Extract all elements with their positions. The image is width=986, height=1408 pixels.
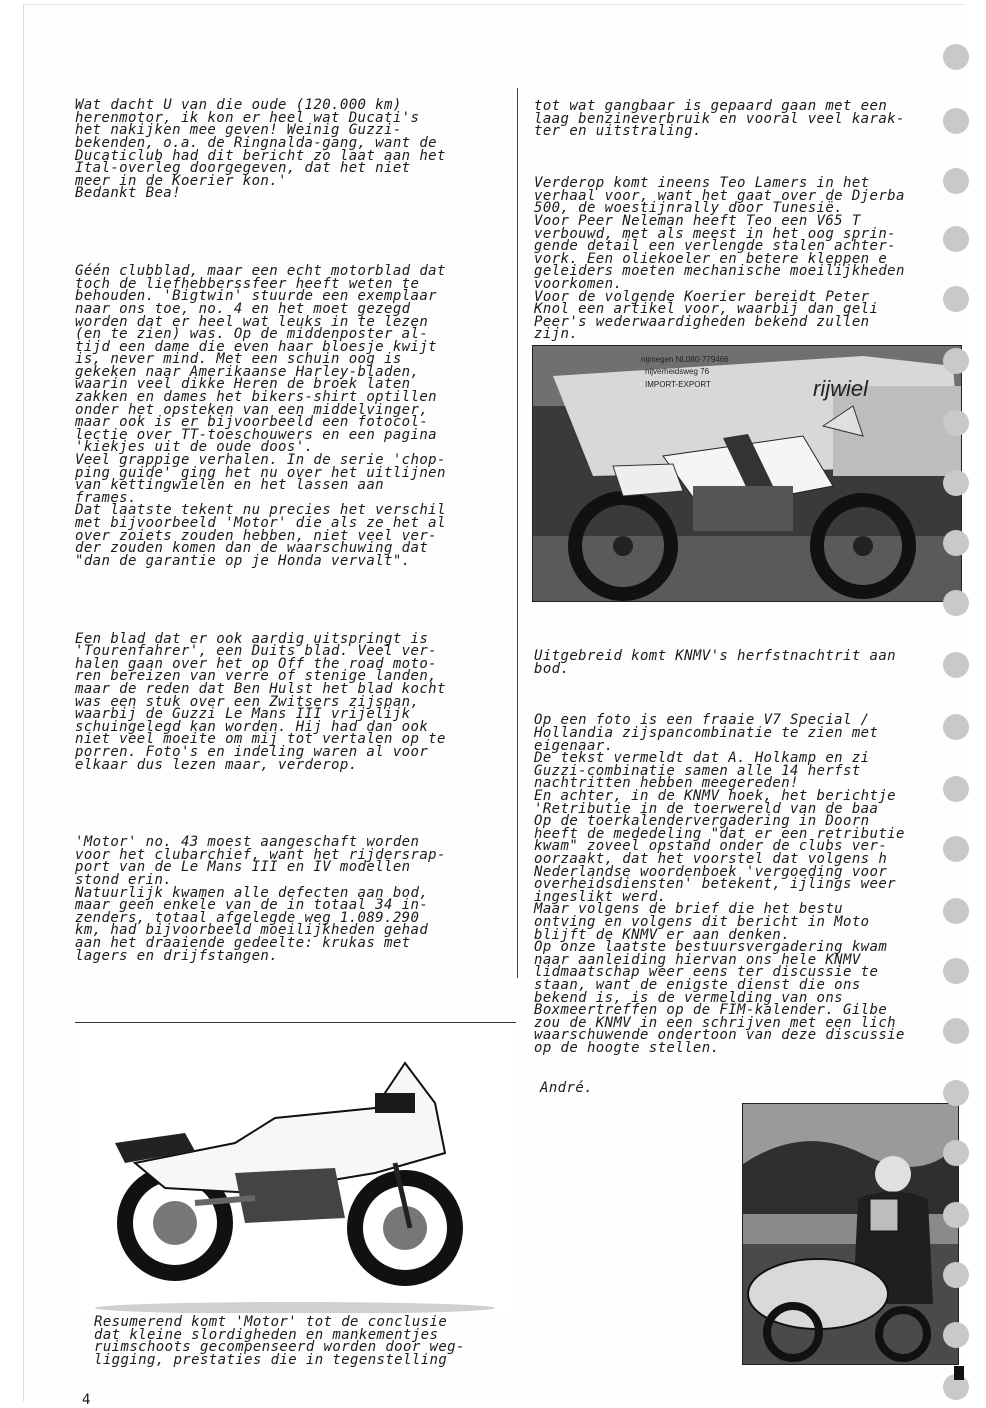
left-paragraph-4: 'Motor' no. 43 moest aangeschaft worden voor het clubarchief, want het rijdersrap- port van de Le Mans III en IV modellen stond erin. Natuurlijk kwamen alle defecten aan bod, maar geen enkele van de in totaal 34 in- zenders, totaal afgelegde weg 1.089.290 km, had bijvoorbeeld moeilijkheden gehad aan het draaiende gedeelte: krukas met lagers en drijfstangen. [75,834,446,964]
binder-hole [943,776,969,802]
binder-hole [943,470,969,496]
binder-hole [943,1322,969,1348]
binder-hole [943,108,969,134]
left-paragraph-2: Géén clubblad, maar een echt motorblad dat toch de liefhebberssfeer heeft weten te behouden. 'Bigtwin' stuurde een exemplaar naar ons toe, no. 4 en het moet gezegd worden dat er heel wat leuks in te lezen (en te zien) was. Op de middenposter al- tijd een dame die even haar bloesje kwijt is, never mind. Met een schuin oog is gekeken naar Amerikaanse Harley-bladen, waarin veel dikke Heren de broek laten zakken en dames het bikers-shirt optillen onder het opsteken van een middelvinger, maar ook is er bijvoorbeeld een fotocol- lectie over TT-toeschouwers en een pagina 'kiekjes uit de oude doos'. Veel grappige verhalen. In de serie 'chop- ping guide' ging het nu over het uitlijnen van kettingwielen en het lassen aan frames. Dat laatste tekent nu precies het verschil met bijvoorbeeld 'Motor' die als ze het al over zoiets zouden hebben, niet veel ver- der zouden komen dan de waarschuwing dat "dan de garantie op je Honda vervalt". [75,263,446,569]
binder-hole [943,410,969,436]
right-paragraph-1: tot wat gangbaar is gepaard gaan met een laag benzineverbruik en vooral veel karak- ter en uitstraling. [534,98,905,140]
binder-hole [943,1140,969,1166]
binder-hole [943,958,969,984]
left-paragraph-1: Wat dacht U van die oude (120.000 km) herenmotor, ik kon er heel wat Ducati's het nakijken mee geven! Weinig Guzzi- bekenden, o.a. de Ringnalda-gang, want de Ducaticlub had dit bericht zo laat aan het Ital-overleg doorgegeven, dat het niet meer in de Koerier kon.' Bedankt Bea! [75,97,446,202]
right-paragraph-2: Verderop komt ineens Teo Lamers in het verhaal voor, want het gaat over de Djerba 500, de woestijnrally door Tunesië. Voor Peer Neleman heeft Teo een V65 T verbouwd, met als meest in het oog sprin- gende detail een verlengde stalen achter- vork. Een oliekoeler en betere kleppen e geleiders moeten mechanische moeilijkheden voorkomen. Voor de volgende Koerier bereidt Peter Knol een artikel voor, waarbij dan geli Peer's wederwaardigheden bekend zullen zijn. [534,175,905,343]
left-column [75,74,515,989]
van-text-phone: nijmegen NL080-779466 [641,355,729,364]
van-text-brand: rijwiel [813,376,868,401]
binder-hole [943,1080,969,1106]
binder-hole [943,898,969,924]
signature: André. [540,1080,593,1096]
binder-hole [943,44,969,70]
binder-hole [943,1262,969,1288]
left-paragraph-3: Een blad dat er ook aardig uitspringt is 'Tourenfahrer', een Duits blad. Veel ver- halen gaan over het op Off the road moto- ren bereizen van verre of stenige landen, maar de reden dat Ben Hulst het blad kocht was een stuk over een Zwitsers zijspan, waarbij de Guzzi Le Mans III vrijelijk schuingelegd kan worden. Hij had dan ook niet veel moeite om mij tot vertalen op te porren. Foto's en indeling waren al voor elkaar dus lezen maar, verderop. [75,630,446,773]
binder-hole [943,286,969,312]
photo-sidecar-owner [742,1103,959,1365]
binder-hole [943,714,969,740]
binder-hole [943,530,969,556]
right-paragraph-3: Uitgebreid komt KNMV's herfstnachtrit aan bod. [534,648,896,677]
binder-hole [943,1202,969,1228]
page-number: 4 [82,1392,91,1408]
binder-hole [943,168,969,194]
van-text-import: IMPORT-EXPORT [645,380,711,389]
binder-hole [943,226,969,252]
binder-hole [943,348,969,374]
van-text-address: nijverheidsweg 76 [645,367,710,376]
binder-hole [943,836,969,862]
right-paragraph-4: Op een foto is een fraaie V7 Special / Hollandia zijspancombinatie te zien met eigenaar. De tekst vermeldt dat A. Holkamp en zi Guzzi-combinatie samen alle 14 herfst nachtritten hebben meegereden! En achter, in de KNMV hoek, het berichtje 'Retributie in de toerwereld van de baa Op de toerkalendervergadering in Doorn heeft de mededeling "dat er een retributie kwam" zoveel opstand onder de clubs ver- oorzaakt, dat het voorstel dat volgens h Nederlandse woordenboek 'vergoeding voor overheidsdiensten' betekent, ijlings weer ingeslikt werd. Maar volgens de brief die het bestu ontving en volgens dit bericht in Moto blijft de KNMV er aan denken. Op onze laatste bestuursvergadering kwam naar aanleiding hiervan ons hele KNMV lidmaatschap weer eens ter discussie te staan, want de enigste dienst die ons bekend is, is de vermelding van ons Boxmeertreffen op de FIM-kalender. Gilbe zou de KNMV in een schrijven met een lich waarschuwende ondertoon van deze discussie op de hoogte stellen. [534,712,905,1056]
caption-left: Resumerend komt 'Motor' tot de conclusie dat kleine slordigheden en mankementjes ruimschoots gecompenseerd worden door weg- ligging, prestaties die in tegenstelling [94,1314,465,1368]
binder-hole [943,1018,969,1044]
binder-hole [943,590,969,616]
column-divider [517,88,518,978]
edge-marker [954,1366,964,1380]
photo-rally-motorcycle [532,345,962,602]
binder-hole [943,652,969,678]
